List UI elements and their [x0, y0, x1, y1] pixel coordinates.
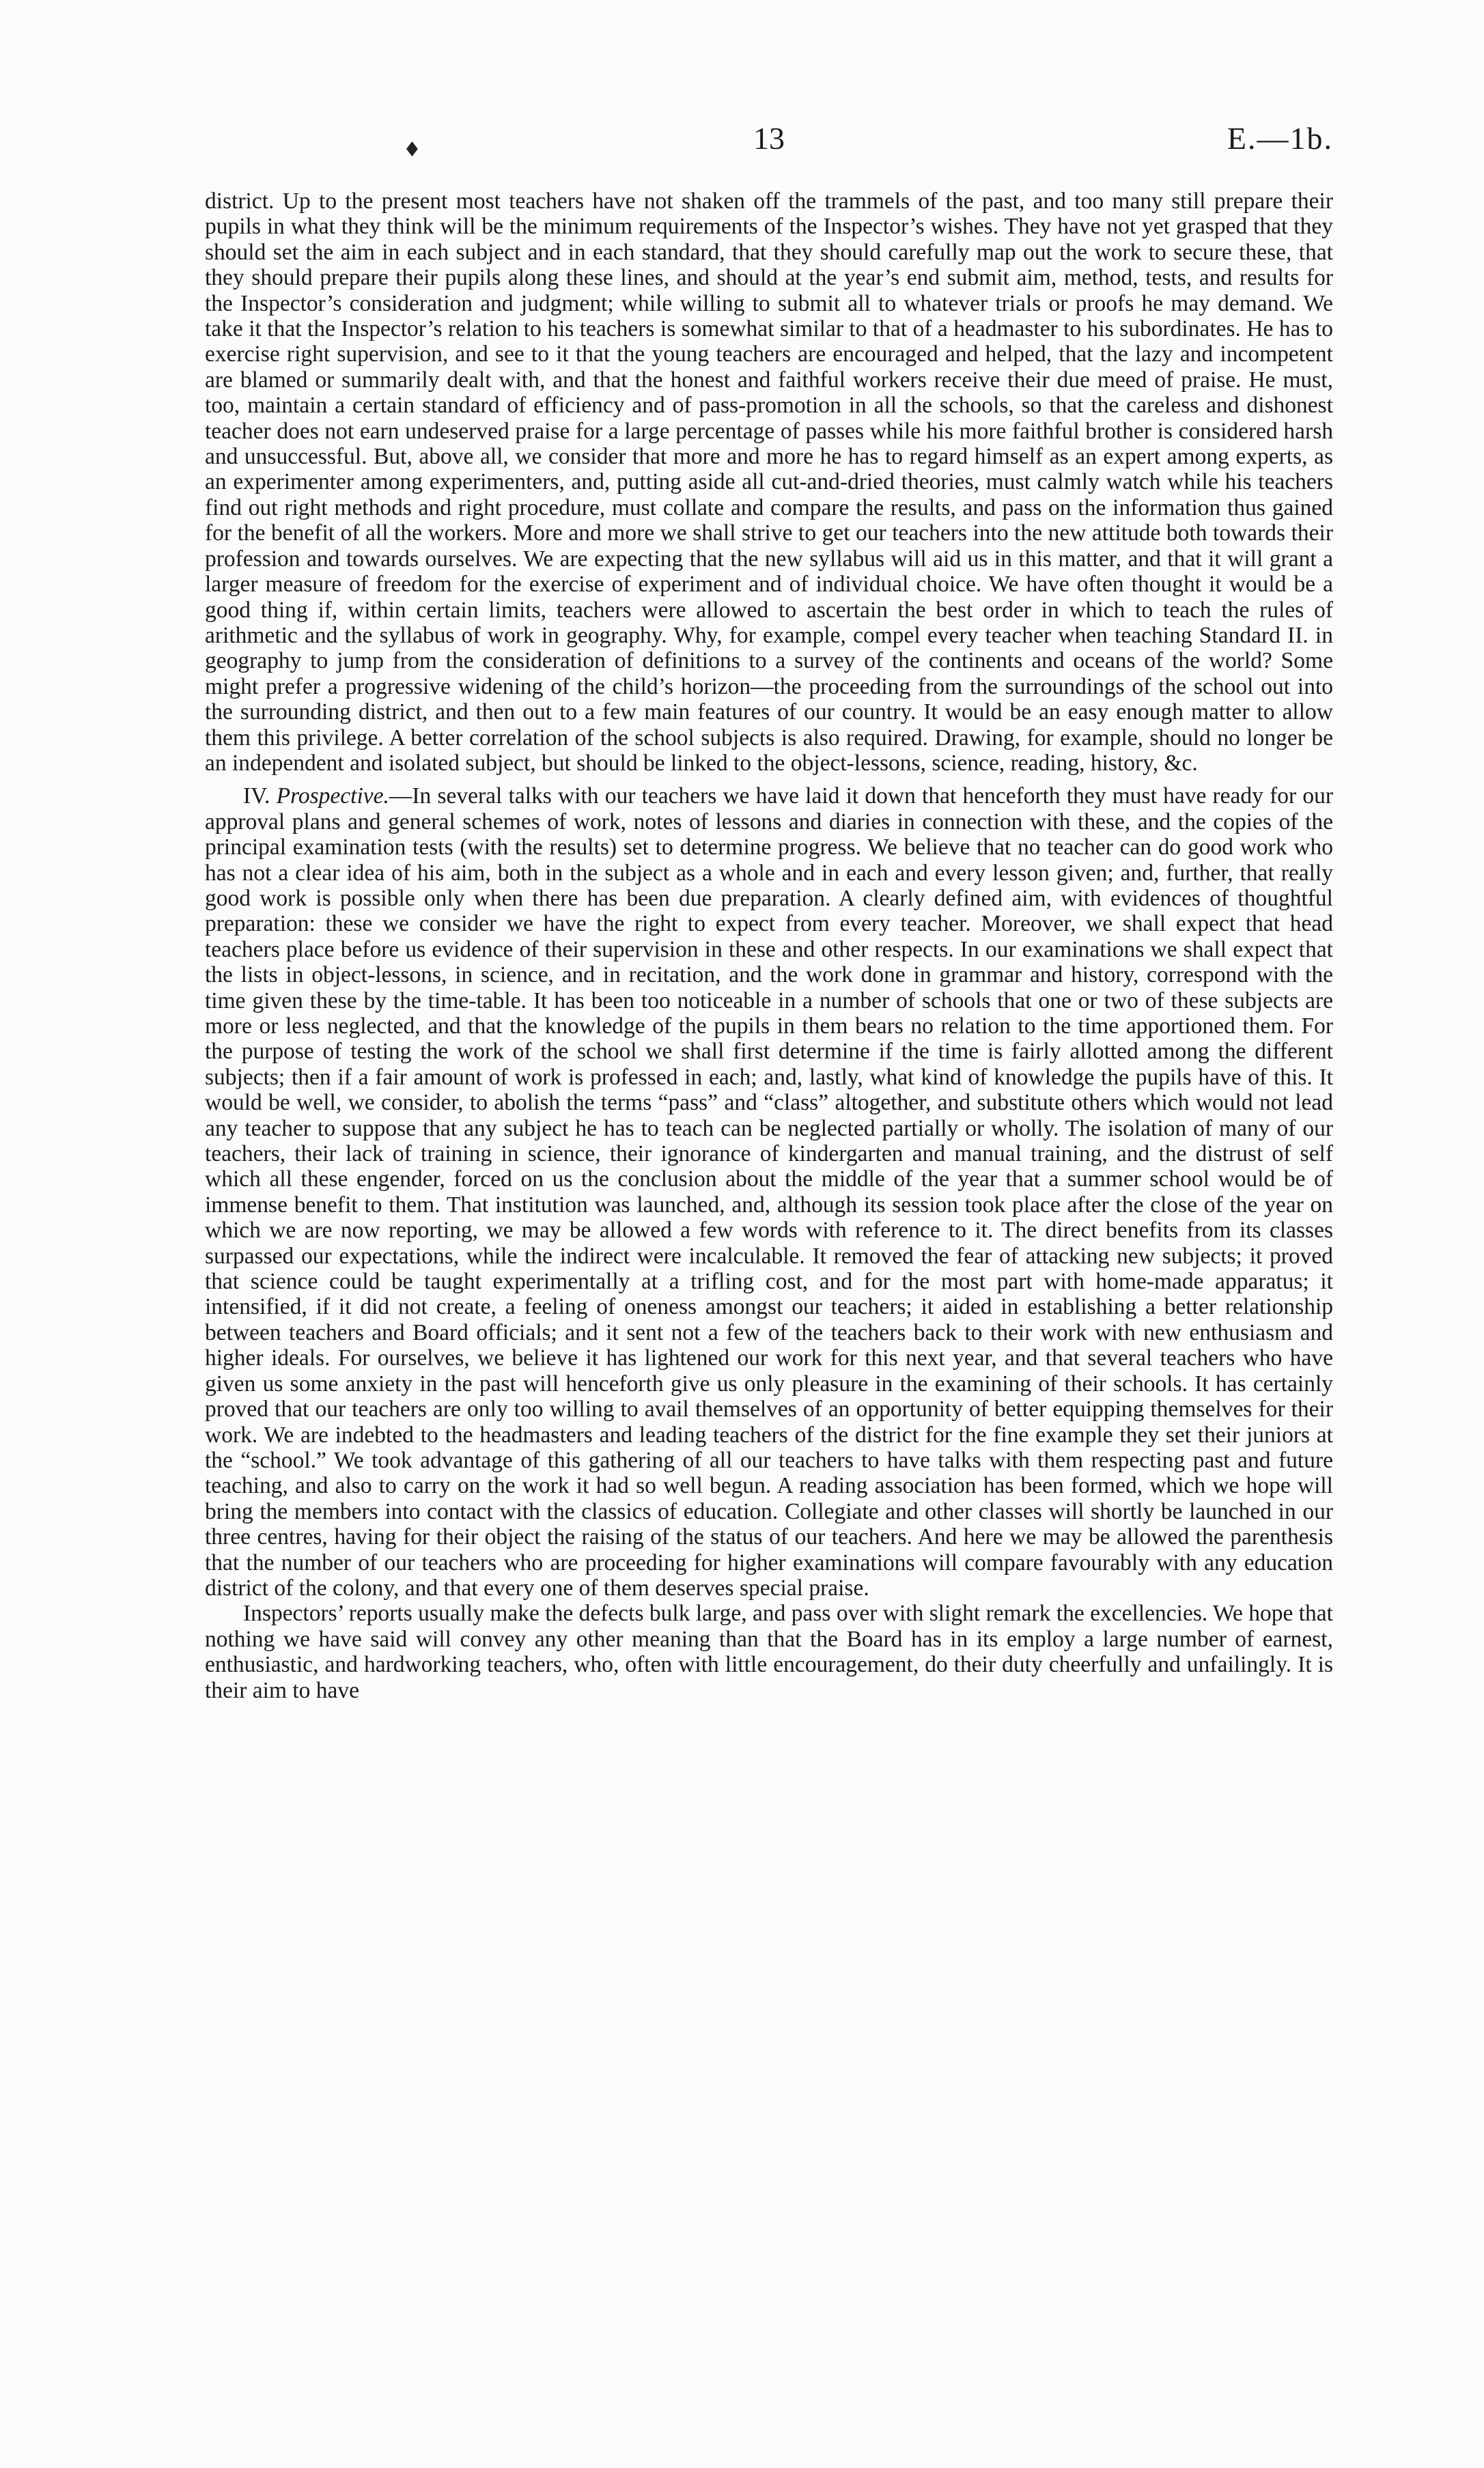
section-heading-italic: Prospective.: [276, 783, 389, 809]
document-code: E.—1b.: [1227, 121, 1333, 156]
paragraph-text: —In several talks with our teachers we have laid it down that henceforth they must have ready for our approval plans and general schemes of work, notes of lessons and diaries in connection with these, and the copies of the principal examination tests (with the results) set to determine progress. We believe that no teacher can do good work who has not a clear idea of his aim, both in the subject as a whole and in each and every lesson given; and, further, that really good work is possible only when there has been due preparation. A clearly defined aim, with evidences of thoughtful preparation: these we consider we have the right to expect from every teacher. Moreover, we shall expect that head teachers place before us evidence of their supervision in these and other respects. In our examinations we shall expect that the lists in object-lessons, in science, and in recitation, and the work done in grammar and history, correspond with the time given these by the time-table. It has been too noticeable in a number of schools that one or two of these subjects are more or less neglected, and that the knowledge of the pupils in them bears no relation to the time apportioned them. For the purpose of testing the work of the school we shall first determine if the time is fairly allotted among the different subjects; then if a fair amount of work is professed in each; and, lastly, what kind of knowledge the pupils have of this. It would be well, we consider, to abolish the terms “pass” and “class” altogether, and substitute others which would not lead any teacher to suppose that any subject he has to teach can be neglected partially or wholly. The isolation of many of our teachers, their lack of training in science, their ignorance of kindergarten and manual training, and the distrust of self which all these engender, forced on us the conclusion about the middle of the year that a summer school would be of immense benefit to them. That institution was launched, and, although its session took place after the close of the year on which we are now reporting, we may be allowed a few words with reference to it. The direct benefits from its classes surpassed our expectations, while the indirect were incalculable. It removed the fear of attacking new subjects; it proved that science could be taught experimentally at a trifling cost, and for the most part with home-made apparatus; it intensified, if it did not create, a feeling of oneness amongst our teachers; it aided in establishing a better relationship between teachers and Board officials; and it sent not a few of the teachers back to their work with new enthusiasm and higher ideals. For ourselves, we believe it has lightened our work for this next year, and that several teachers who have given us some anxiety in the past will henceforth give us only pleasure in the examining of their schools. It has certainly proved that our teachers are only too willing to avail themselves of an opportunity of better equipping themselves for their work. We are indebted to the headmasters and leading teachers of the district for the fine example they set their juniors at the “school.” We took advantage of this gathering of all our teachers to have talks with them respecting past and future teaching, and also to carry on the work it had so well begun. A reading association has been formed, which we hope will bring the members into contact with the classics of education. Collegiate and other classes will shortly be launched in our three centres, having for their object the raising of the status of our teachers. And here we may be allowed the parenthesis that the number of our teachers who are proceeding for higher examinations will compare favourably with any education district of the colony, and that every one of them deserves special praise.: [205, 783, 1334, 1601]
paragraph-continuation: [205, 188, 1333, 776]
bullet-mark: ♦: [403, 138, 421, 162]
paragraph-text: district. Up to the present most teachers have not shaken off the trammels of the past, and too many still prepare their pupils in what they think will be the minimum requirements of the Inspector’s wishes. They have not yet grasped that they should set the aim in each subject and in each standard, that they should carefully map out the work to secure these, that they should prepare their pupils along these lines, and should at the year’s end submit aim, method, tests, and results for the Inspector’s consideration and judgment; while willing to submit all to whatever trials or proofs he may demand. We take it that the Inspector’s relation to his teachers is somewhat similar to that of a headmaster to his subordinates. He has to exercise right supervision, and see to it that the young teachers are encouraged and helped, that the lazy and incompetent are blamed or summarily dealt with, and that the honest and faithful workers receive their due meed of praise. He must, too, maintain a certain standard of efficiency and of pass-promotion in all the schools, so that the careless and dishonest teacher does not earn undeserved praise for a large percentage of passes while his more faithful brother is considered harsh and unsuccessful. But, above all, we consider that more and more he has to regard himself as an expert among experts, as an experimenter among experimenters, and, putting aside all cut-and-dried theories, must calmly watch while his teachers find out right methods and right procedure, must collate and compare the results, and pass on the information thus gained for the benefit of all the workers. More and more we shall strive to get our teachers into the new attitude both towards their profession and towards ourselves. We are expecting that the new syllabus will aid us in this matter, and that it will grant a larger measure of freedom for the exercise of experiment and of individual choice. We have often thought it would be a good thing if, within certain limits, teachers were allowed to ascertain the best order in which to teach the rules of arithmetic and the syllabus of work in geography. Why, for example, compel every teacher when teaching Standard II. in geography to jump from the consideration of definitions to a survey of the continents and oceans of the world? Some might prefer a progressive widening of the child’s horizon—the proceeding from the surroundings of the school out into the surrounding district, and then out to a few main features of our country. It would be an easy enough matter to allow them this privilege. A better correlation of the school subjects is also required. Drawing, for example, should no longer be an independent and isolated subject, but should be linked to the object-lessons, science, reading, history, &c.: [205, 188, 1333, 776]
paragraph-text: Inspectors’ reports usually make the defects bulk large, and pass over with slight remark the excellencies. We hope that nothing we have said will convey any other meaning than that the Board has in its employ a large number of earnest, enthusiastic, and hardworking teachers, who, often with little encouragement, do their duty cheerfully and unfailingly. It is their aim to have: [205, 1601, 1333, 1703]
paragraph-closing: [205, 1601, 1333, 1703]
page-number: 13: [753, 121, 785, 156]
report-body: [205, 188, 1333, 1703]
paragraph-prospective: [205, 783, 1333, 1601]
section-heading: IV. Prospective.: [243, 783, 389, 809]
page-header: [205, 120, 1333, 161]
